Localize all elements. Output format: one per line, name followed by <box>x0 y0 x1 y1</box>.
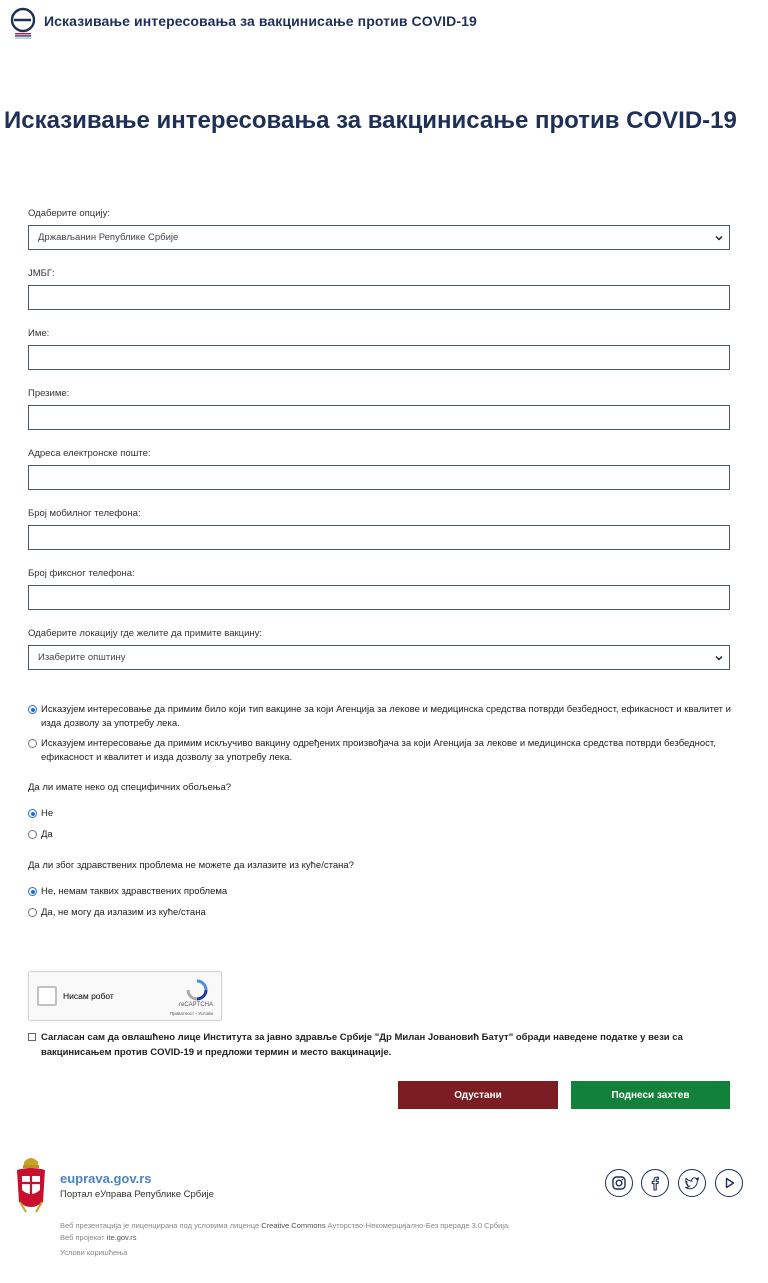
submit-button[interactable]: Поднеси захтев <box>571 1081 730 1109</box>
footer-portal-name: Портал еУправа Републике Србије <box>60 1189 214 1200</box>
illness-no-radio[interactable] <box>28 809 37 818</box>
surname-label: Презиме: <box>28 388 70 399</box>
home-no-radio[interactable] <box>28 887 37 896</box>
location-select-value: Изаберите општину <box>38 652 126 663</box>
header-title: Исказивање интересовања за вакцинисање против COVID-19 <box>44 13 477 29</box>
twitter-icon[interactable] <box>678 1169 706 1197</box>
location-select[interactable] <box>28 645 730 670</box>
jmbg-input[interactable] <box>28 285 730 310</box>
option-select[interactable] <box>28 225 730 250</box>
consent-checkbox[interactable] <box>28 1033 36 1041</box>
vaccine-any-radio[interactable] <box>28 705 37 714</box>
illness-question: Да ли имате неко од специфичних обољења? <box>28 782 232 793</box>
option-select-value: Држављанин Републике Србије <box>38 232 179 243</box>
home-no-label: Не, немам таквих здравствених проблема <box>41 886 228 897</box>
recaptcha-widget <box>28 971 222 1021</box>
illness-yes-label: Да <box>41 829 53 840</box>
name-label: Име: <box>28 328 50 339</box>
vaccine-specific-label: Исказујем интересовање да примим искључиво вакцину одређених произвођача за који Агенција за лекове и медицинска средства потврди безбедност, ефикасност и квалитет и изда дозволу за употребу лека. <box>41 738 716 763</box>
email-label: Адреса електронске поште: <box>28 448 151 459</box>
name-input[interactable] <box>28 345 730 370</box>
jmbg-label: ЈМБГ: <box>28 268 55 279</box>
landline-input[interactable] <box>28 585 730 610</box>
location-label: Одаберите локацију где желите да примите вакцину: <box>28 628 263 639</box>
vaccine-any-label: Исказујем интересовање да примим било који тип вакцине за који Агенција за лекове и медицинска средства потврди безбедност, ефикасност и квалитет и изда дозволу за употребу лека. <box>41 704 731 729</box>
vaccine-specific-option[interactable] <box>28 737 733 765</box>
recaptcha-terms[interactable]: Приватност - Услови <box>169 1011 213 1016</box>
page-title: Исказивање интересовања за вакцинисање против COVID-19 <box>4 107 737 134</box>
email-input[interactable] <box>28 465 730 490</box>
home-question: Да ли због здравствених проблема не можете да излазите из куће/стана? <box>28 860 354 871</box>
illness-no-label: Не <box>41 808 54 819</box>
home-yes-radio[interactable] <box>28 908 37 917</box>
vaccine-specific-radio[interactable] <box>28 739 37 748</box>
euprava-logo-icon[interactable] <box>9 7 37 39</box>
option-label: Одаберите опцију: <box>28 208 111 219</box>
home-no-option[interactable] <box>28 885 227 899</box>
license-text-1: Веб презентација је лиценцирана под условима лиценце <box>60 1221 262 1230</box>
chevron-down-icon <box>715 654 723 662</box>
recaptcha-logo-icon <box>185 978 209 1002</box>
footer-site-link[interactable]: euprava.gov.rs <box>60 1171 152 1186</box>
cancel-button[interactable]: Одустани <box>398 1081 558 1109</box>
facebook-icon[interactable] <box>641 1169 669 1197</box>
recaptcha-label: Нисам робот <box>63 991 114 1001</box>
top-header <box>0 0 768 46</box>
recaptcha-checkbox[interactable] <box>37 986 57 1006</box>
creative-commons-link[interactable]: Creative Commons <box>261 1221 326 1230</box>
surname-input[interactable] <box>28 405 730 430</box>
illness-yes-option[interactable] <box>28 828 53 842</box>
serbia-coat-of-arms-icon <box>14 1152 48 1216</box>
illness-yes-radio[interactable] <box>28 830 37 839</box>
mobile-label: Број мобилног телефона: <box>28 508 141 519</box>
consent-row[interactable] <box>28 1030 733 1060</box>
ite-link[interactable]: ite.gov.rs <box>106 1233 137 1242</box>
mobile-input[interactable] <box>28 525 730 550</box>
recaptcha-brand: reCAPTCHA <box>178 1002 213 1008</box>
consent-text: Сагласан сам да овлашћено лице Института за јавно здравље Србије "Др Милан Јовановић Батут" обради наведене податке у вези са вакцинисањем против COVID-19 и предложи термин и место вакцинације. <box>41 1032 683 1058</box>
vaccine-any-option[interactable] <box>28 703 733 731</box>
youtube-play-icon[interactable] <box>715 1169 743 1197</box>
footer-license <box>60 1220 520 1244</box>
illness-no-option[interactable] <box>28 807 53 821</box>
home-yes-option[interactable] <box>28 906 206 920</box>
terms-link[interactable]: Услови коришћења <box>60 1248 128 1257</box>
chevron-down-icon <box>715 234 723 242</box>
license-text-2: Ауторство-Некомерцијално-Без прераде 3.0 Србија. Веб пројекат <box>60 1221 511 1242</box>
home-yes-label: Да, не могу да излазим из куће/стана <box>41 907 206 918</box>
landline-label: Број фиксног телефона: <box>28 568 135 579</box>
instagram-icon[interactable] <box>605 1169 633 1197</box>
